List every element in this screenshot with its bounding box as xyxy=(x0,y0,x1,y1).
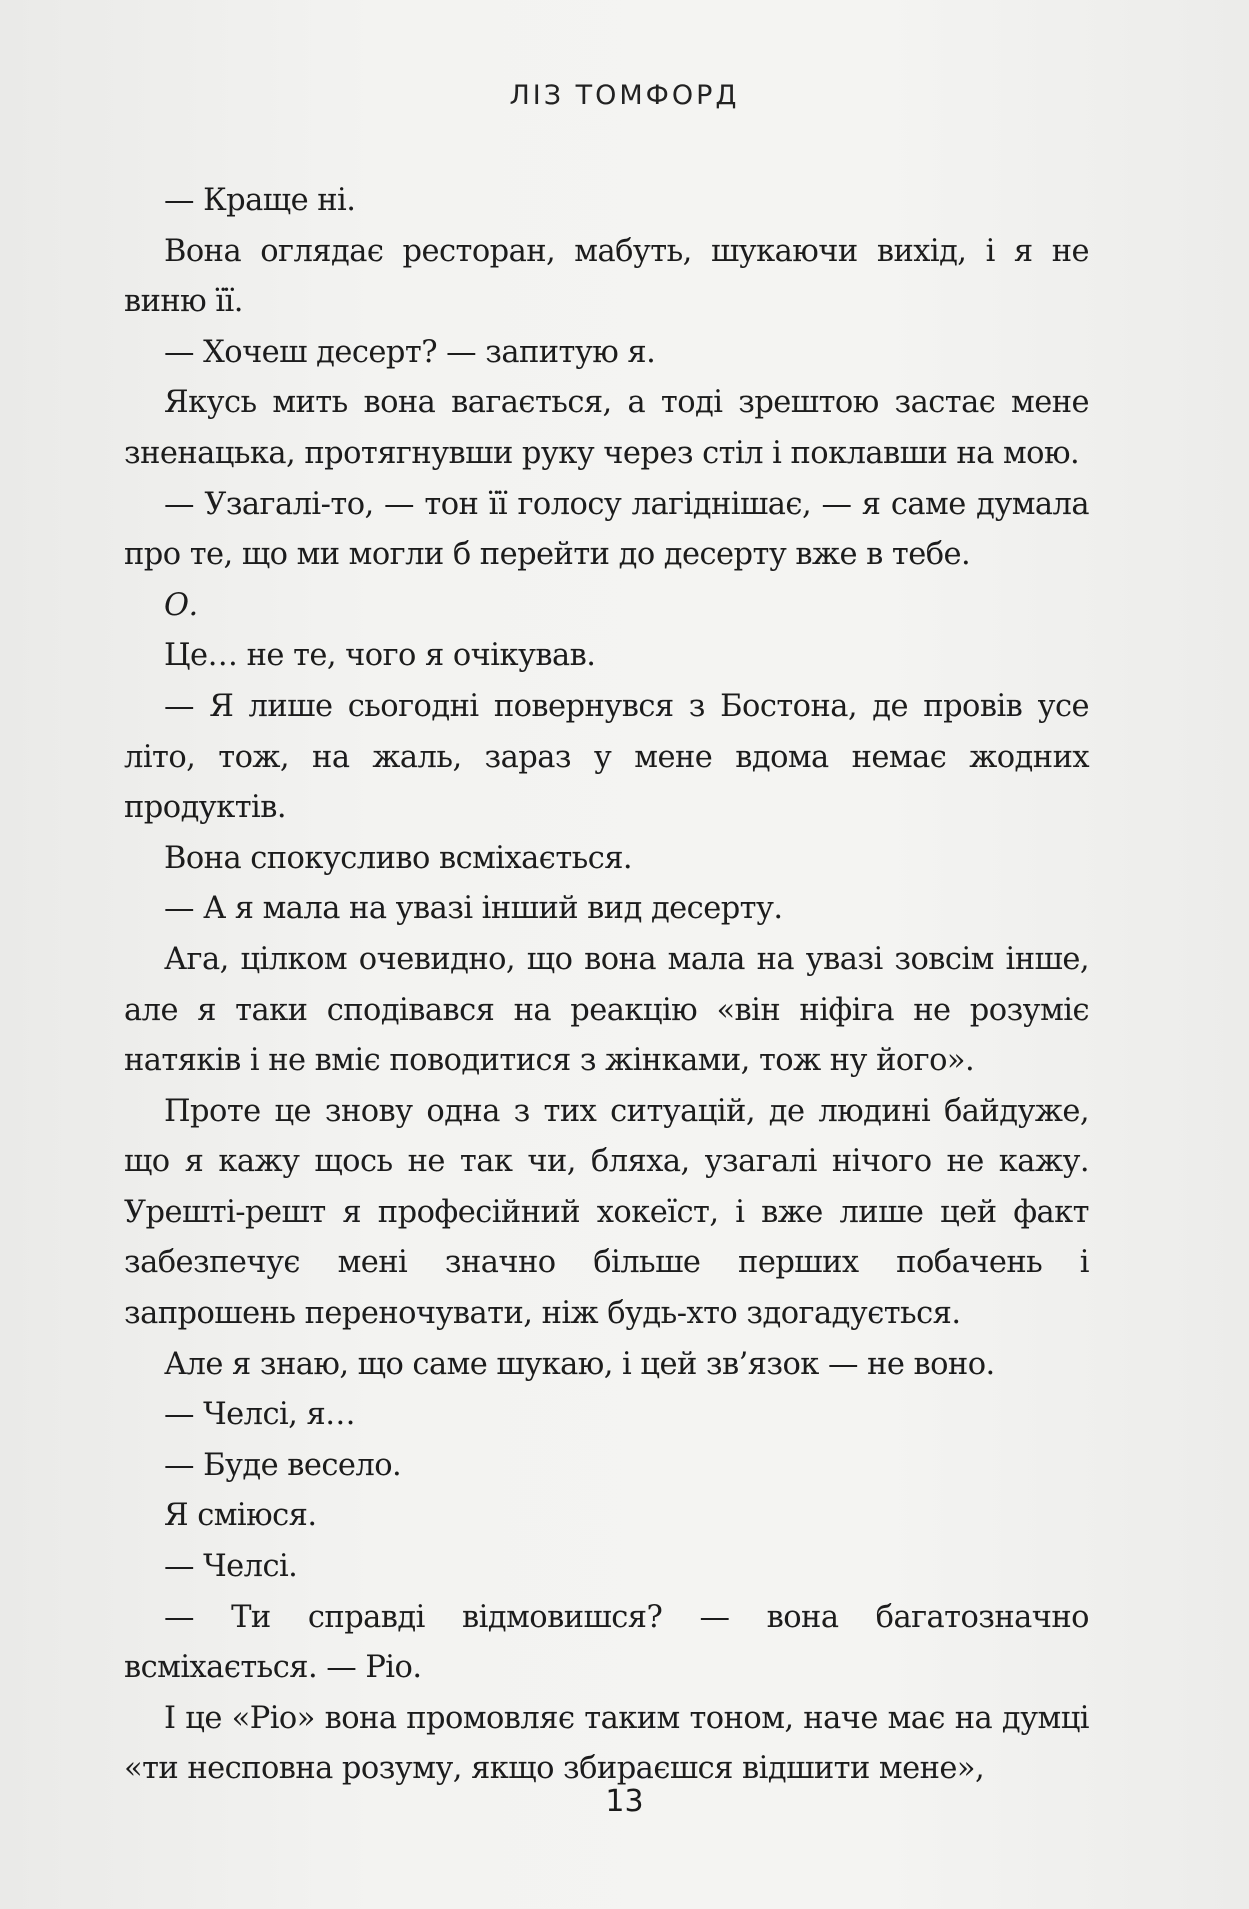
paragraph: Я сміюся. xyxy=(164,1498,317,1534)
paragraph: — Буде весело. xyxy=(164,1447,402,1483)
paragraph: — Челсі. xyxy=(164,1549,298,1585)
paragraph: Вона спокусливо всміхається. xyxy=(164,840,633,876)
paragraph: — Хочеш десерт? — запитую я. xyxy=(164,334,656,370)
paragraph: Вона оглядає ресторан, мабуть, шукаючи вихід, і я не виню її. xyxy=(124,233,1089,320)
paragraph: — А я мала на увазі інший вид десерту. xyxy=(164,891,783,927)
paragraph: Але я знаю, що саме шукаю, і цей зв’язок — не воно. xyxy=(164,1346,995,1382)
body-text xyxy=(124,176,1089,1795)
paragraph-italic: О. xyxy=(164,587,198,623)
paragraph: — Ти справді відмовишся? — вона багатозначно всміхається. — Ріо. xyxy=(124,1599,1089,1686)
paragraph: І це «Ріо» вона промовляє таким тоном, наче має на думці «ти несповна розуму, якщо збираєшся відшити мене», xyxy=(124,1700,1089,1787)
running-head: ЛІЗ ТОМФОРД xyxy=(509,80,740,111)
paragraph: — Челсі, я… xyxy=(164,1397,356,1433)
paragraph: — Краще ні. xyxy=(164,183,356,218)
page-number: 13 xyxy=(605,1784,644,1819)
paragraph: Якусь мить вона вагається, а тоді зрештою застає мене зненацька, протягнувши руку через стіл і поклавши на мою. xyxy=(124,385,1089,471)
paragraph: — Узагалі-то, — тон її голосу лагіднішає, — я саме думала про те, що ми могли б перейти до десерту вже в тебе. xyxy=(124,486,1089,573)
paragraph: Це… не те, чого я очікував. xyxy=(164,638,596,674)
paragraph: Проте це знову одна з тих ситуацій, де людині байдуже, що я кажу щось не так чи, бляха, узагалі нічого не кажу. Урешті-решт я професійний хокеїст, і вже лише цей факт забезпечує мені значно більше перших побачень і запрошень переночувати, ніж будь-хто здогадується. xyxy=(124,1093,1089,1332)
paragraph: Ага, цілком очевидно, що вона мала на увазі зовсім інше, але я таки сподівався на реакцію «він ніфіга не розуміє натяків і не вміє поводитися з жінками, тож ну його». xyxy=(124,941,1089,1079)
paragraph: — Я лише сьогодні повернувся з Бостона, де провів усе літо, тож, на жаль, зараз у мене вдома немає жодних продуктів. xyxy=(124,688,1089,826)
